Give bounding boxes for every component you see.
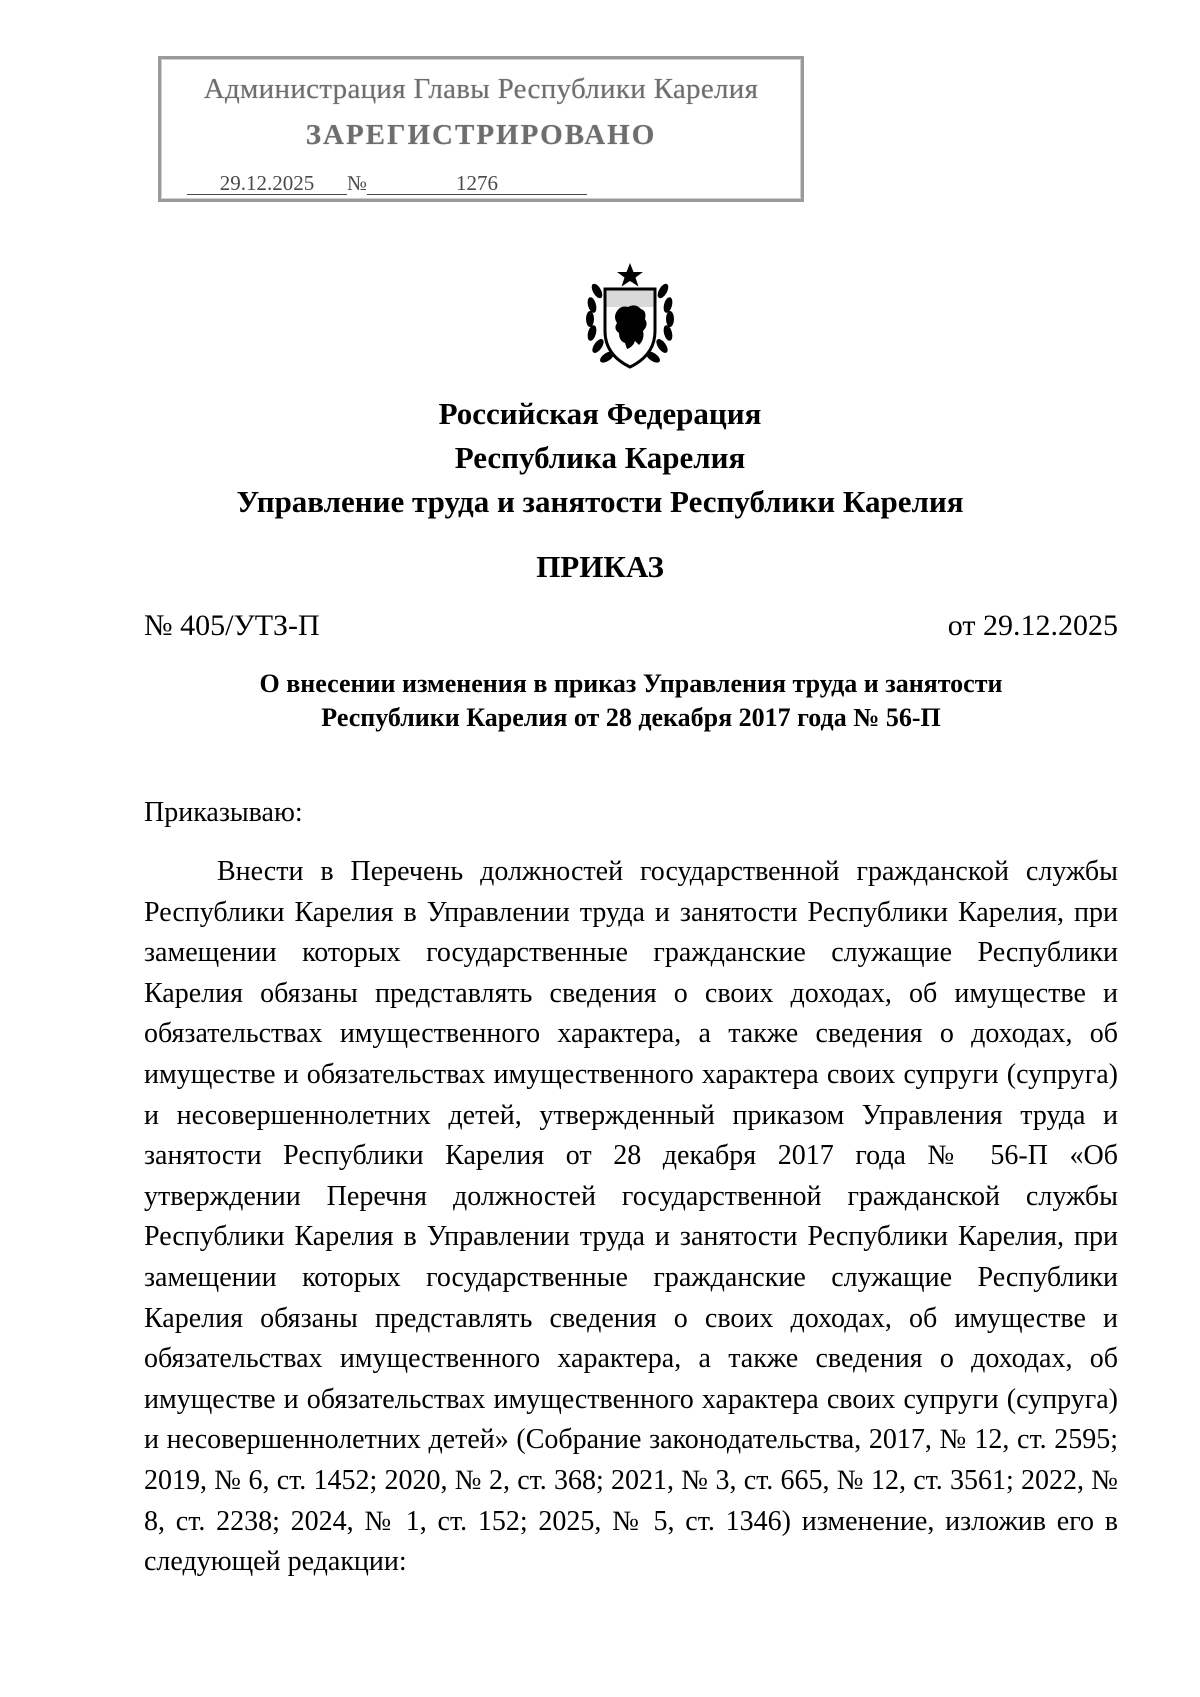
subject-line-1: О внесении изменения в приказ Управления труда и занятости — [259, 669, 1003, 698]
registration-stamp — [158, 56, 804, 202]
order-subject — [144, 667, 1118, 735]
stamp-status: ЗАРЕГИСТРИРОВАНО — [305, 119, 657, 151]
stamp-number-sign: № — [347, 171, 368, 195]
karelia-coat-of-arms-icon — [583, 261, 677, 373]
header-department: Управление труда и занятости Республики Карелия — [236, 484, 964, 519]
stamp-registration-line — [187, 171, 587, 196]
order-date: от 29.12.2025 — [947, 609, 1118, 642]
document-type: ПРИКАЗ — [536, 549, 664, 584]
subject-line-2: Республики Карелия от 28 декабря 2017 года № 56-П — [321, 703, 941, 732]
order-body-paragraph: Внести в Перечень должностей государственной гражданской службы Республики Карелия в Управлении труда и занятости Республики Карелия, при замещении которых государственные гражданские служащие Республики Карелия обязаны представлять сведения о своих доходах, об имуществе и обязательствах имущественного характера, а также сведения о доходах, об имуществе и обязательствах имущественного характера своих супруги (супруга) и несовершеннолетних детей, утвержденный приказом Управления труда и занятости Республики Карелия от 28 декабря 2017 года № 56-П «Об утверждении Перечня должностей государственной гражданской службы Республики Карелия в Управлении труда и занятости Республики Карелия, при замещении которых государственные гражданские служащие Республики Карелия обязаны представлять сведения о своих доходах, об имуществе и обязательствах имущественного характера, а также сведения о доходах, об имуществе и обязательствах имущественного характера своих супруги (супруга) и несовершеннолетних детей» (Собрание законодательства, 2017, № 12, ст. 2595; 2019, № 6, ст. 1452; 2020, № 2, ст. 368; 2021, № 3, ст. 665, № 12, ст. 3561; 2022, № 8, ст. 2238; 2024, № 1, ст. 152; 2025, № 5, ст. 1346) изменение, изложив его в следующей редакции: — [144, 856, 1118, 1578]
header-republic: Республика Карелия — [454, 440, 746, 475]
stamp-date: 29.12.2025 — [187, 172, 347, 195]
header-country: Российская Федерация — [438, 396, 762, 431]
stamp-organization: Администрация Главы Республики Карелия — [203, 73, 759, 105]
order-number: № 405/УТЗ-П — [144, 609, 320, 642]
stamp-number: 1276 — [367, 172, 587, 195]
order-directive: Приказываю: — [144, 797, 303, 828]
